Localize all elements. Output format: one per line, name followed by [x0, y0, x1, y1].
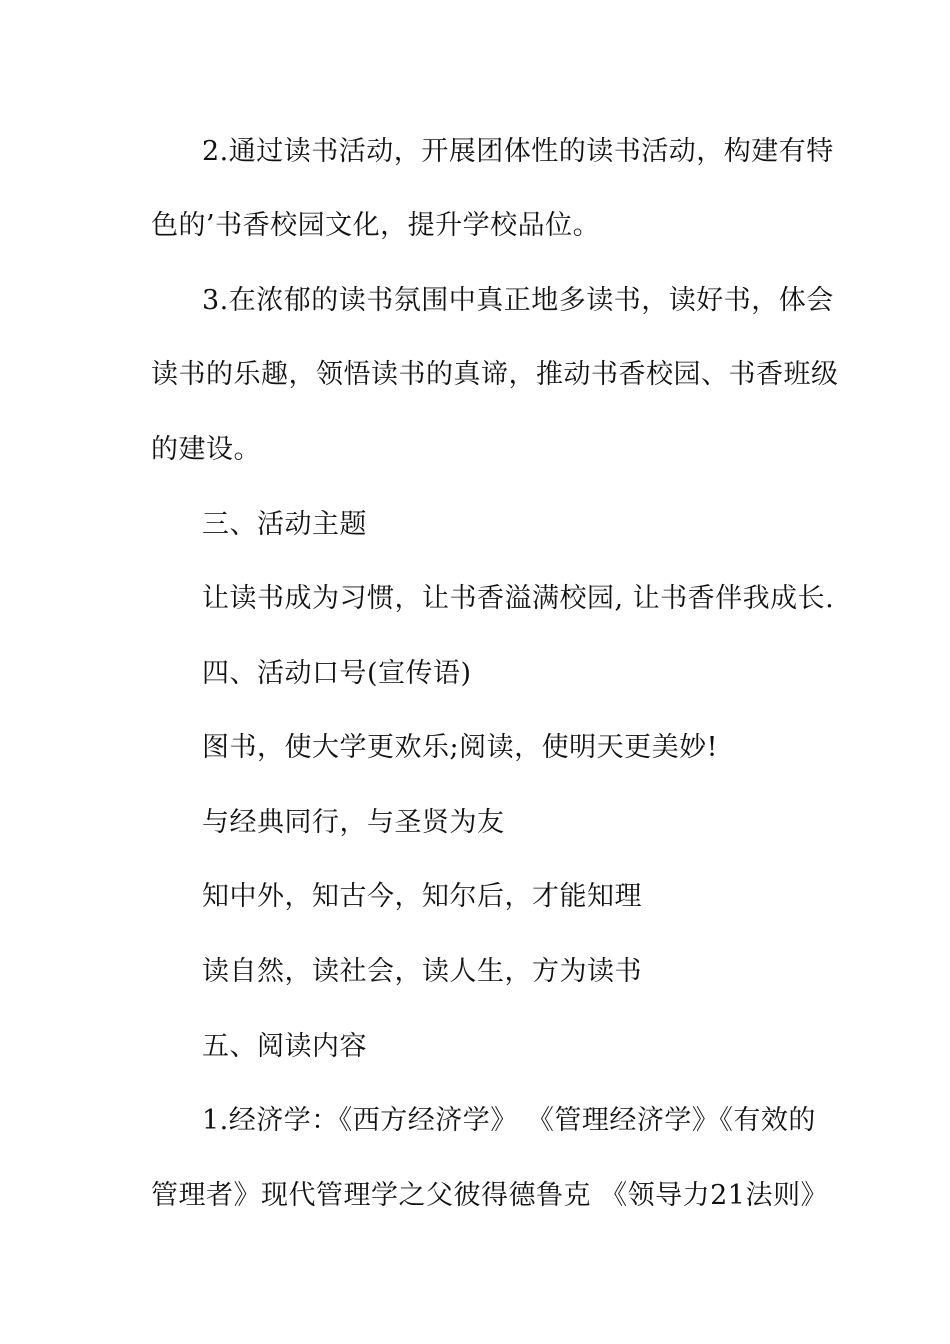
slogan-line: 与经典同行，与圣贤为友: [202, 807, 505, 838]
slogan-line: 知中外，知古今，知尔后，才能知理: [202, 881, 642, 912]
paragraph-line: 让读书成为习惯，让书香溢满校园, 让书香伴我成长.: [202, 583, 835, 614]
section-heading: 四、活动口号(宣传语): [202, 658, 472, 689]
paragraph-line: 读书的乐趣，领悟读书的真谛，推动书香校园、书香班级: [151, 359, 839, 390]
paragraph-line: 色的’书香校园文化，提升学校品位。: [151, 210, 601, 241]
paragraph-line: 2.通过读书活动，开展团体性的读书活动，构建有特: [202, 136, 834, 167]
paragraph-line: 管理者》现代管理学之父彼得德鲁克 《领导力21法则》: [151, 1180, 828, 1211]
slogan-line: 读自然，读社会，读人生，方为读书: [202, 956, 642, 987]
section-heading: 五、阅读内容: [202, 1031, 367, 1062]
paragraph-line: 1.经济学：《西方经济学》 《管理经济学》《有效的: [202, 1105, 816, 1136]
paragraph-line: 的建设。: [151, 434, 261, 465]
section-heading: 三、活动主题: [202, 509, 367, 540]
paragraph-line: 3.在浓郁的读书氛围中真正地多读书，读好书，体会: [202, 285, 834, 316]
slogan-line: 图书，使大学更欢乐;阅读，使明天更美妙!: [202, 732, 718, 763]
